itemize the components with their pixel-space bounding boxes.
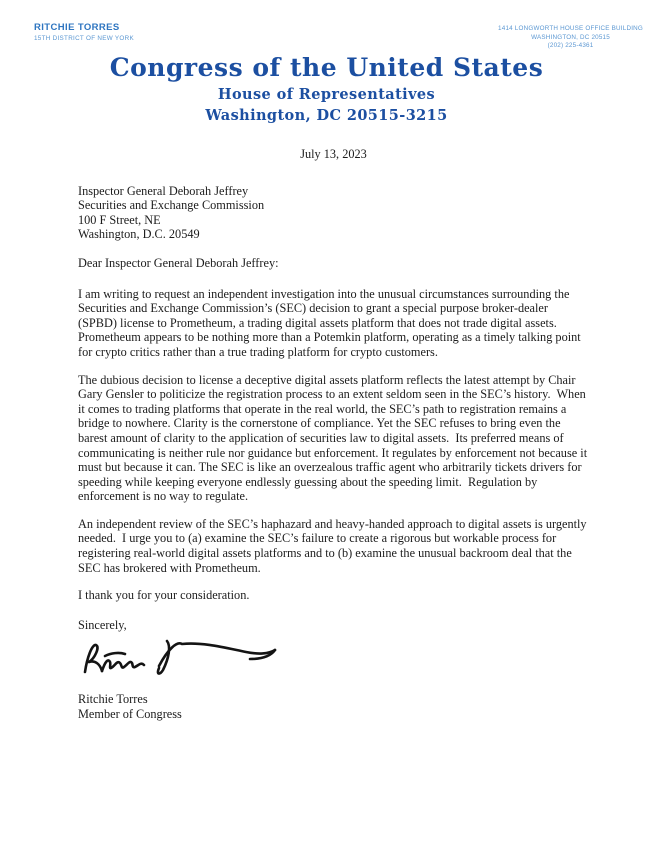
body-paragraph: The dubious decision to license a deceptive digital assets platform reflects the latest attempt by Chair Gary Gensler to politicize the registration process to an extent seldom seen in the SEC’s history. When it comes to trading platforms that operate in the real world, the SEC’s path to registration remains a bridge to nowhere. Clarity is the cornerstone of compliance. Yet the SEC refuses to bring even the barest amount of clarity to the application of securities law to digital assets. Its preferred means of communicating is neither rule nor guidance but enforcement. It regulates by enforcement not because it must but because it can. The SEC is like an overzealous traffic agent who arbitrarily tickets drivers for speeding while keeping everyone endlessly guessing about the speeding limit. Regulation by enforcement is no way to regulate. [78,372,591,504]
city-subtitle: Washington, DC 20515-3215 [205,107,448,125]
body-paragraph: I am writing to request an independent investigation into the unusual circumstances surrounding the Securities and Exchange Commission’s (SEC) decision to grant a special purpose broker-dealer (SPBD) license to Prometheum, a trading digital assets platform that does not trade digital assets. Prometheum appears to be nothing more than a Potemkin platform, operating as a timely talking point for crypto critics rather than a true trading platform for crypto customers. [78,286,584,359]
signature-title: Member of Congress [78,707,182,722]
congress-title: Congress of the United States [109,53,544,82]
member-district: 15TH DISTRICT OF NEW YORK [34,34,134,42]
recipient-line: Inspector General Deborah Jeffrey [78,183,249,198]
signature [78,633,589,683]
closing-line: Sincerely, [78,617,127,632]
letterhead-seal-block [0,54,653,125]
office-phone: (202) 225-4361 [547,42,594,49]
house-subtitle: House of Representatives [217,85,436,103]
recipient-line: Washington, D.C. 20549 [78,227,200,242]
office-address-line: WASHINGTON, DC 20515 [531,33,610,41]
member-name: RITCHIE TORRES [34,22,120,33]
signature-image [78,633,278,683]
salutation: Dear Inspector General Deborah Jeffrey: [78,255,279,270]
signature-block [78,692,589,721]
recipient-line: Securities and Exchange Commission [78,198,265,213]
letter-body [78,147,589,722]
letter-date: July 13, 2023 [300,147,367,161]
body-paragraph: An independent review of the SEC’s haphazard and heavy-handed approach to digital assets is urgently needed. I urge you to (a) examine the SEC’s failure to create a rigorous but workable process for registering real-world digital assets platforms and to (b) examine the unusual backroom deal that the SEC has brokered with Prometheum. [78,516,590,575]
letterhead-office-block [498,25,643,51]
recipient-line: 100 F Street, NE [78,212,161,227]
letterhead-member-block [34,23,134,42]
recipient-address [78,184,589,242]
office-address-line: 1414 LONGWORTH HOUSE OFFICE BUILDING [498,25,643,32]
thanks-line: I thank you for your consideration. [78,588,250,603]
signature-name: Ritchie Torres [78,692,148,707]
